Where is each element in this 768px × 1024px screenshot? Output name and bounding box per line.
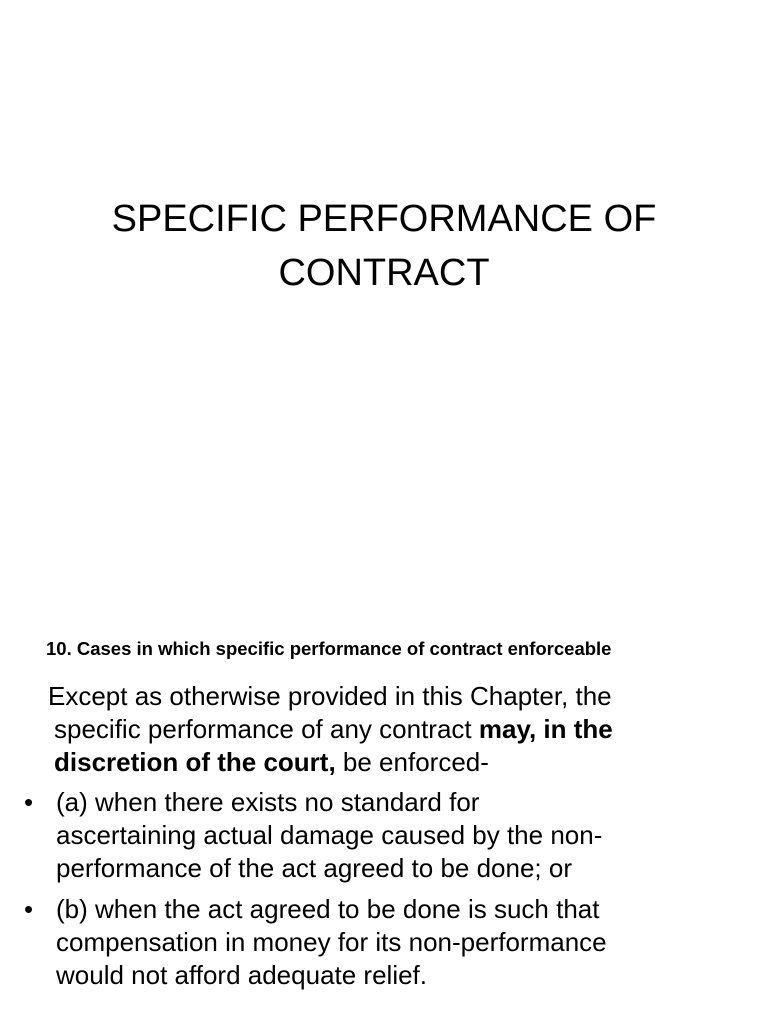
bullet-b-line-2: compensation in money for its non-performance (56, 927, 607, 957)
bullet-a-line-1: (a) when there exists no standard for (56, 787, 480, 817)
bullet-b-line-3: would not afford adequate relief. (56, 960, 428, 990)
intro-line-3 (48, 746, 748, 779)
slide-title (60, 192, 708, 300)
intro-line-2 (48, 713, 748, 746)
intro-line-2-emphasis: may, in the (478, 714, 613, 744)
intro-line-1: Except as otherwise provided in this Chapter, the (48, 681, 612, 711)
section-heading: 10. Cases in which specific performance of contract enforceable (46, 638, 612, 659)
bullet-item-a (24, 786, 754, 885)
intro-line-3-emphasis: discretion of the court, (54, 747, 336, 777)
intro-line-2-text: specific performance of any contract (54, 714, 479, 744)
intro-paragraph (48, 680, 748, 779)
bullet-a-line-2: ascertaining actual damage caused by the non- (56, 820, 603, 850)
intro-line-3-text: be enforced- (335, 747, 489, 777)
bullet-icon: • (24, 787, 34, 817)
title-line-2: CONTRACT (278, 252, 490, 294)
title-line-1: SPECIFIC PERFORMANCE OF (111, 198, 657, 240)
bullet-list (24, 786, 754, 1000)
bullet-b-line-1: (b) when the act agreed to be done is such that (56, 894, 600, 924)
bullet-item-b (24, 893, 754, 992)
bullet-a-line-3: performance of the act agreed to be done; or (56, 853, 573, 883)
bullet-icon: • (24, 894, 34, 924)
